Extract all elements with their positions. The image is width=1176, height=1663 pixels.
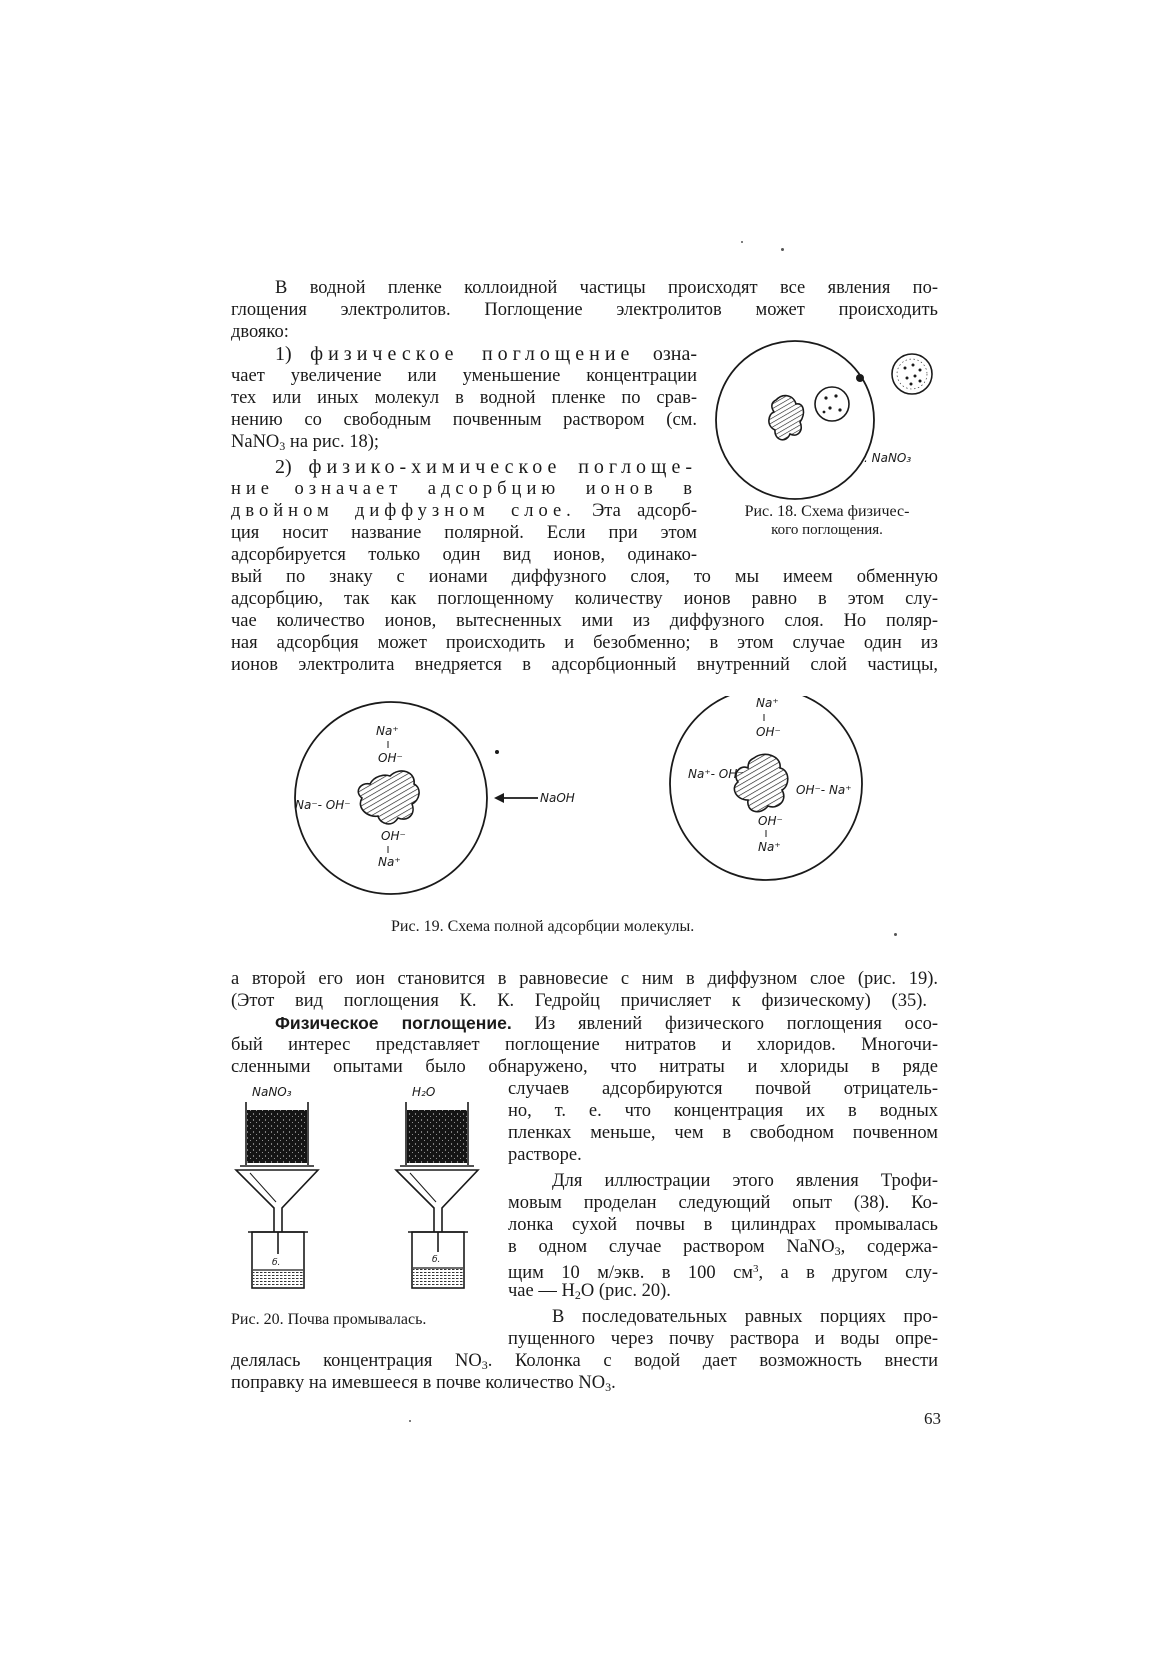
fig18-free-particle <box>892 354 932 394</box>
item-2-term-c: ние <box>231 479 275 499</box>
fig20-beaker-mark-left: б. <box>272 1258 281 1268</box>
page-number: 63 <box>924 1409 941 1428</box>
item-2-line-1 <box>275 456 697 478</box>
item-2-line-3 <box>231 500 697 522</box>
fig18-label: . NaNO₃ <box>864 451 912 465</box>
paragraph-5-line-2: мовым проделан следующий опыт (38). Ко- <box>508 1193 938 1213</box>
paragraph-5-line-5-b: , а в другом слу- <box>758 1263 938 1283</box>
fig19-right-soil-particle <box>734 754 787 811</box>
paragraph-6-line-4-b: . <box>611 1373 616 1393</box>
paragraph-4-line-4: случаев адсорбируются почвой отрицатель- <box>508 1079 938 1099</box>
fig18-dot <box>823 411 826 414</box>
fig19-left-na-bottom: Na⁺ <box>378 855 401 869</box>
paragraph-2-line-1: вый по знаку с ионами диффузного слоя, то мы имеем обменную <box>231 567 938 587</box>
fig20-right-funnel <box>396 1170 478 1242</box>
paragraph-6-line-3-a: делялась концентрация NO <box>231 1351 482 1371</box>
subscript: 3 <box>279 439 286 453</box>
paragraph-5-line-6 <box>508 1280 671 1306</box>
fig18-dot <box>910 383 913 386</box>
item-2-term-b: поглоще- <box>578 456 697 478</box>
fig18-dot <box>919 380 922 383</box>
fig20-left-soil-column <box>247 1110 307 1163</box>
subscript: 3 <box>481 1358 488 1372</box>
fig18-small-particle <box>815 387 849 421</box>
item-1-number: 1) <box>275 343 292 365</box>
fig18-caption-line-2: кого поглощения. <box>771 522 883 538</box>
paragraph-2-line-2: адсорбцию, так как поглощенному количеству ионов равно в этом слу- <box>231 589 938 609</box>
subscript: 3 <box>605 1380 612 1394</box>
paragraph-4-line-6: пленках меньше, чем в свободном почвенном <box>508 1123 938 1143</box>
fig18-dot <box>914 375 917 378</box>
fig19-right-oh-bottom: OH⁻ <box>758 814 783 828</box>
item-1-line-5-rest: на рис. 18); <box>285 432 380 452</box>
item-2-line-4: ция носит название полярной. Если при этом <box>231 523 697 543</box>
fig18-dot <box>838 408 841 411</box>
fig19-left-oh-top: OH⁻ <box>378 751 403 765</box>
paragraph-4-line-1 <box>275 1012 938 1035</box>
item-1-line-1-rest: озна- <box>652 343 697 365</box>
fig19-left-soil-particle <box>358 771 419 824</box>
paragraph-6-line-3-b: . Колонка с водой дает возможность внести <box>487 1351 938 1371</box>
paragraph-5-line-4-b: , содержа- <box>840 1237 938 1257</box>
item-2-line-3-rest: Эта адсорб- <box>592 501 697 521</box>
paragraph-4-line-2: бый интерес представляет поглощение нитратов и хлоридов. Многочи- <box>231 1035 938 1055</box>
fig19-arrow-head <box>494 793 504 803</box>
paragraph-5-line-6-a: чае — H <box>508 1281 575 1301</box>
paragraph-3-line-2: (Этот вид поглощения К. К. Гедройц причисляет к физическому) (35). <box>231 991 927 1011</box>
fig20-right-beaker-liquid <box>413 1268 463 1287</box>
scan-speck <box>894 933 897 936</box>
paragraph-5-line-4-a: в одном случае раствором NaNO <box>508 1237 835 1257</box>
fig19-right-na-bottom: Na⁺ <box>758 840 781 854</box>
paragraph-2-line-3: чае количество ионов, вытесненных ими из диффузного слоя. Но поляр- <box>231 611 938 631</box>
scan-speck <box>495 750 499 754</box>
fig18-dot <box>906 377 909 380</box>
fig18-dot <box>828 406 831 409</box>
paragraph-1-line-2: глощения электролитов. Поглощение электролитов может происходить <box>231 300 938 320</box>
fig18-dot <box>834 394 837 397</box>
scan-speck <box>781 248 784 251</box>
item-2-line-2-rest: означает адсорбцию ионов в <box>294 479 697 499</box>
fig19-right-na-top: Na⁺ <box>756 696 779 710</box>
item-2-line-3-spaced: двойном диффузном слое. <box>231 501 576 521</box>
fig20-label-right: H₂O <box>412 1085 436 1099</box>
formula-nano3: NaNO <box>231 432 280 452</box>
fig19-left-na-oh: Na⁻- OH⁻ <box>295 798 351 812</box>
fig20-left-beaker-liquid <box>253 1270 303 1287</box>
fig18-dot <box>824 396 827 399</box>
fig18-contact-dot <box>856 374 864 382</box>
fig20-left-funnel <box>236 1170 318 1242</box>
paragraph-6-line-4 <box>231 1372 616 1398</box>
fig20-label-left: NaNO₃ <box>252 1085 292 1099</box>
fig19-right-oh-na-right: OH⁻- Na⁺ <box>796 783 852 797</box>
fig20-caption: Рис. 20. Почва промывалась. <box>231 1311 427 1328</box>
fig19-caption: Рис. 19. Схема полной адсорбции молекулы. <box>391 918 695 935</box>
fig18-soil-particle <box>769 396 804 440</box>
paragraph-4-line-7: растворе. <box>508 1145 582 1165</box>
item-2-number: 2) <box>275 456 292 478</box>
figure-18 <box>700 330 940 505</box>
item-2-line-5: адсорбируется только один вид ионов, одинако- <box>231 545 697 565</box>
item-1-line-4: нению со свободным почвенным раствором (см. <box>231 410 697 430</box>
figure-20 <box>228 1082 498 1304</box>
paragraph-5-line-3: лонка сухой почвы в цилиндрах промывалась <box>508 1215 938 1235</box>
fig19-arrow-label: NaOH <box>540 791 575 805</box>
fig19-right-oh-top: OH⁻ <box>756 725 781 739</box>
fig18-dot <box>912 364 915 367</box>
item-1-line-2: чает увеличение или уменьшение концентрации <box>231 366 697 386</box>
fig20-right-soil-column <box>407 1110 467 1163</box>
item-2-term-a: физико-химическое <box>308 456 562 478</box>
fig18-dot <box>904 367 907 370</box>
superscript: 3 <box>752 1263 759 1275</box>
fig19-left-na-top: Na⁺ <box>376 724 399 738</box>
subscript: 2 <box>574 1288 581 1302</box>
paragraph-5-line-5-a: щим 10 м/экв. в 100 см <box>508 1263 753 1283</box>
paragraph-4-line-3: сленными опытами было обнаружено, что нитраты и хлориды в ряде <box>231 1057 938 1077</box>
paragraph-1-line-1: В водной пленке коллоидной частицы происходят все явления по- <box>275 278 938 298</box>
paragraph-2-line-5: ионов электролита внедряется в адсорбционный внутренний слой частицы, <box>231 655 938 675</box>
paragraph-5-line-6-b: O (рис. 20). <box>580 1281 671 1301</box>
section-heading: Физическое поглощение. <box>275 1013 512 1033</box>
fig18-caption-line-1: Рис. 18. Схема физичес- <box>744 503 910 520</box>
item-1-line-3: тех или иных молекул в водной пленке по срав- <box>231 388 697 408</box>
paragraph-4-line-1-rest: Из явлений физического поглощения осо- <box>534 1014 939 1034</box>
item-1-term: физическое поглощение <box>310 343 635 365</box>
paragraph-6-line-4-a: поправку на имевшееся в почве количество NO <box>231 1373 606 1393</box>
item-1-line-1 <box>275 343 697 365</box>
item-2-line-2 <box>231 478 697 500</box>
subscript: 3 <box>834 1244 841 1258</box>
paragraph-4-line-5: но, т. е. что концентрация их в водных <box>508 1101 938 1121</box>
scan-speck <box>741 241 743 243</box>
fig18-dot <box>919 369 922 372</box>
fig19-left-oh-bottom: OH⁻ <box>381 829 406 843</box>
figure-19 <box>290 696 920 906</box>
paragraph-2-line-4: ная адсорбция может происходить и безобменно; в этом случае один из <box>231 633 938 653</box>
paragraph-1-line-3: двояко: <box>231 322 289 342</box>
item-1-line-5 <box>231 431 379 457</box>
scan-speck <box>409 1420 411 1422</box>
paragraph-6-line-1: В последовательных равных порциях про- <box>552 1307 938 1327</box>
fig20-beaker-mark-right: б. <box>432 1255 441 1265</box>
paragraph-5-line-1: Для иллюстрации этого явления Трофи- <box>552 1171 938 1191</box>
paragraph-3-line-1: а второй его ион становится в равновесие с ним в диффузном слое (рис. 19). <box>231 969 938 989</box>
fig19-right-na-oh-left: Na⁺- OH⁻ <box>688 767 744 781</box>
paragraph-6-line-2: пущенного через почву раствора и воды опре- <box>508 1329 938 1349</box>
